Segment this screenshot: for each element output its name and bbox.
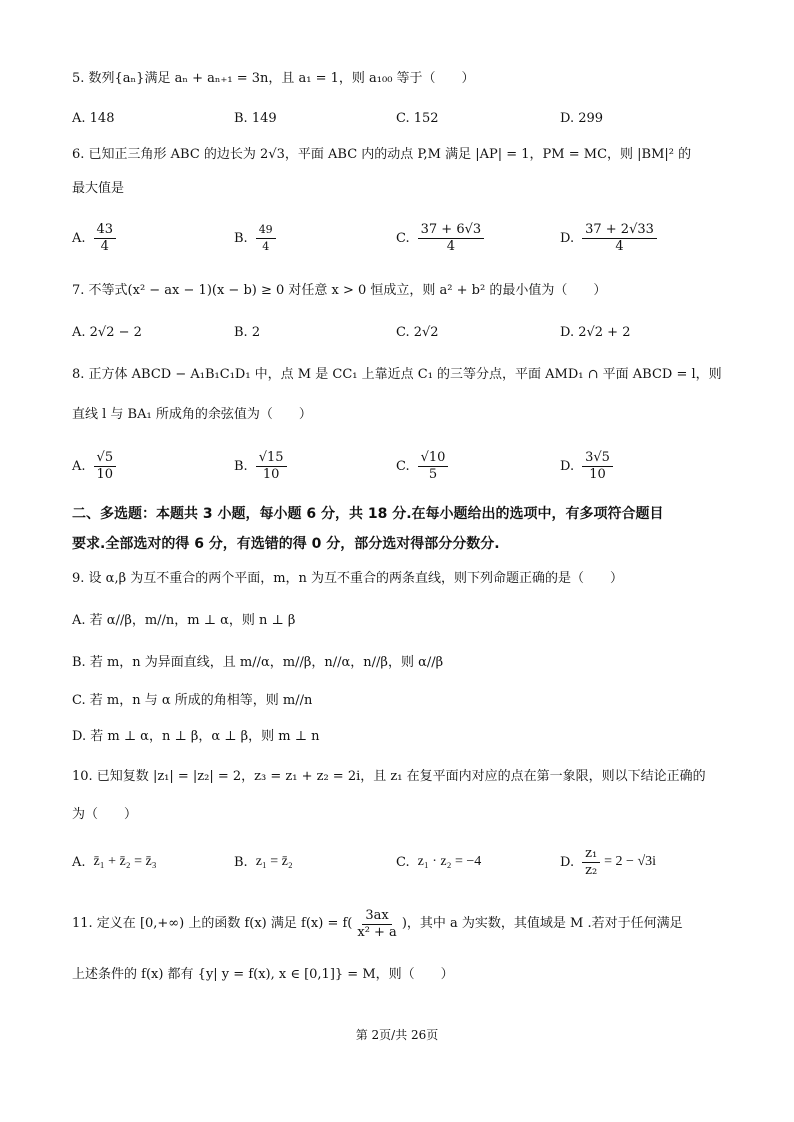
fraction (354, 908, 399, 941)
fraction (256, 450, 287, 483)
q10-option-a (72, 842, 157, 882)
q5-option-c: C. 152 (396, 110, 439, 126)
question-6-stem: 6. 已知正三角形 ABC 的边长为 2√3，平面 ABC 内的动点 P,M 满足 |AP| = 1，PM = MC，则 |BM|² 的 (72, 147, 692, 162)
numerator: √5 (94, 450, 117, 467)
option-label: D. (560, 854, 575, 870)
q6-option-a (72, 218, 116, 258)
fraction (94, 222, 117, 255)
q10-option-c (396, 842, 481, 882)
q8-option-d (560, 446, 613, 486)
question-8-options (72, 446, 724, 486)
option-label: C. (396, 458, 410, 474)
denominator: 4 (100, 238, 109, 254)
section-heading-line-2: 要求.全部选对的得 6 分，有选错的得 0 分，部分选对得部分分数分. (72, 536, 500, 552)
question-8-stem-cont: 直线 l 与 BA₁ 所成角的余弦值为（ ） (72, 407, 312, 422)
numerator: 37 + 6√3 (418, 222, 485, 239)
option-label: B. (234, 458, 248, 474)
denominator: 4 (262, 239, 270, 253)
numerator: z₁ (582, 846, 600, 863)
question-7-options (72, 312, 724, 352)
q6-option-b (234, 218, 276, 258)
option-label: A. (72, 230, 86, 246)
numerator: 43 (94, 222, 117, 239)
numerator: √10 (418, 450, 449, 467)
fraction (418, 450, 449, 483)
page-number: 第 2页/共 26页 (355, 1028, 439, 1042)
numerator: 49 (256, 222, 276, 239)
fraction (582, 846, 600, 879)
denominator: 10 (96, 466, 114, 482)
option-label: D. (560, 230, 575, 246)
denominator: 4 (446, 238, 456, 254)
fraction (256, 222, 276, 255)
q9-option-d: D. 若 m ⊥ α，n ⊥ β，α ⊥ β，则 m ⊥ n (72, 729, 320, 744)
numerator: √15 (256, 450, 287, 467)
question-8-stem: 8. 正方体 ABCD − A₁B₁C₁D₁ 中，点 M 是 CC₁ 上靠近点 C₁ 的三等分点，平面 AMD₁ ∩ 平面 ABCD = l，则 (72, 367, 722, 382)
q7-option-b: B. 2 (234, 324, 261, 340)
option-value: = 2 − √3i (604, 854, 657, 869)
denominator: z₂ (585, 862, 598, 878)
q6-option-d (560, 218, 657, 258)
option-label: A. (72, 458, 86, 474)
q5-option-b: B. 149 (234, 110, 277, 126)
section-heading-line-1: 二、多选题：本题共 3 小题，每小题 6 分，共 18 分.在每小题给出的选项中，有多项符合题目 (72, 506, 664, 522)
q9-option-c: C. 若 m，n 与 α 所成的角相等，则 m//n (72, 693, 313, 708)
q5-option-d: D. 299 (560, 110, 604, 126)
q9-option-b: B. 若 m，n 为异面直线，且 m//α，m//β，n//α，n//β，则 α//β (72, 655, 444, 670)
option-label: C. (396, 230, 410, 246)
q11-stem-part-b: )，其中 a 为实数，其值域是 M .若对于任何满足 (401, 916, 683, 931)
numerator: 3ax (362, 908, 391, 925)
q8-option-b (234, 446, 287, 486)
q8-option-a (72, 446, 116, 486)
question-7-stem: 7. 不等式(x² − ax − 1)(x − b) ≥ 0 对任意 x > 0 恒成立，则 a² + b² 的最小值为（ ） (72, 283, 607, 298)
question-11-stem (72, 902, 724, 946)
option-value: z₁ · z₂ = −4 (417, 854, 482, 869)
question-5-options (72, 98, 724, 138)
q7-option-d: D. 2√2 + 2 (560, 324, 631, 340)
q7-option-c: C. 2√2 (396, 324, 439, 340)
q6-option-c (396, 218, 484, 258)
q5-option-a: A. 148 (72, 110, 115, 126)
option-label: B. (234, 854, 248, 870)
question-10-options (72, 842, 724, 882)
question-11-stem-cont: 上述条件的 f(x) 都有 {y| y = f(x), x ∈ [0,1]} = M，则（ ） (72, 967, 454, 982)
option-label: A. (72, 854, 86, 870)
option-value: z₁ = z̄₂ (255, 854, 293, 869)
denominator: 10 (262, 466, 280, 482)
q11-stem-part-a: 11. 定义在 [0,+∞) 上的函数 f(x) 满足 f(x) = f( (72, 916, 353, 931)
q10-option-d (560, 842, 656, 882)
q8-option-c (396, 446, 448, 486)
q7-option-a: A. 2√2 − 2 (72, 324, 142, 340)
option-label: D. (560, 458, 575, 474)
denominator: 10 (589, 466, 606, 482)
denominator: 4 (615, 238, 624, 254)
question-10-stem: 10. 已知复数 |z₁| = |z₂| = 2，z₃ = z₁ + z₂ = 2i，且 z₁ 在复平面内对应的点在第一象限，则以下结论正确的 (72, 769, 706, 784)
option-label: C. (396, 854, 410, 870)
option-value: z̄₁ + z̄₂ = z̄₃ (93, 854, 157, 869)
question-9-stem: 9. 设 α,β 为互不重合的两个平面，m，n 为互不重合的两条直线，则下列命题正确的是（ ） (72, 571, 624, 586)
numerator: 37 + 2√33 (582, 222, 657, 239)
q10-option-b (234, 842, 293, 882)
question-6-stem-cont: 最大值是 (72, 181, 125, 196)
question-10-stem-cont: 为（ ） (72, 807, 138, 822)
question-6-options (72, 218, 724, 258)
question-5-stem: 5. 数列{aₙ}满足 aₙ + aₙ₊₁ = 3n，且 a₁ = 1，则 a₁₀₀ 等于（ ） (72, 71, 475, 86)
fraction (94, 450, 117, 483)
fraction (582, 450, 613, 483)
denominator: x² + a (357, 924, 397, 940)
option-label: B. (234, 230, 248, 246)
denominator: 5 (428, 466, 438, 482)
fraction (418, 222, 485, 255)
q9-option-a: A. 若 α//β，m//n，m ⊥ α，则 n ⊥ β (72, 613, 296, 628)
fraction (582, 222, 657, 255)
numerator: 3√5 (582, 450, 613, 467)
